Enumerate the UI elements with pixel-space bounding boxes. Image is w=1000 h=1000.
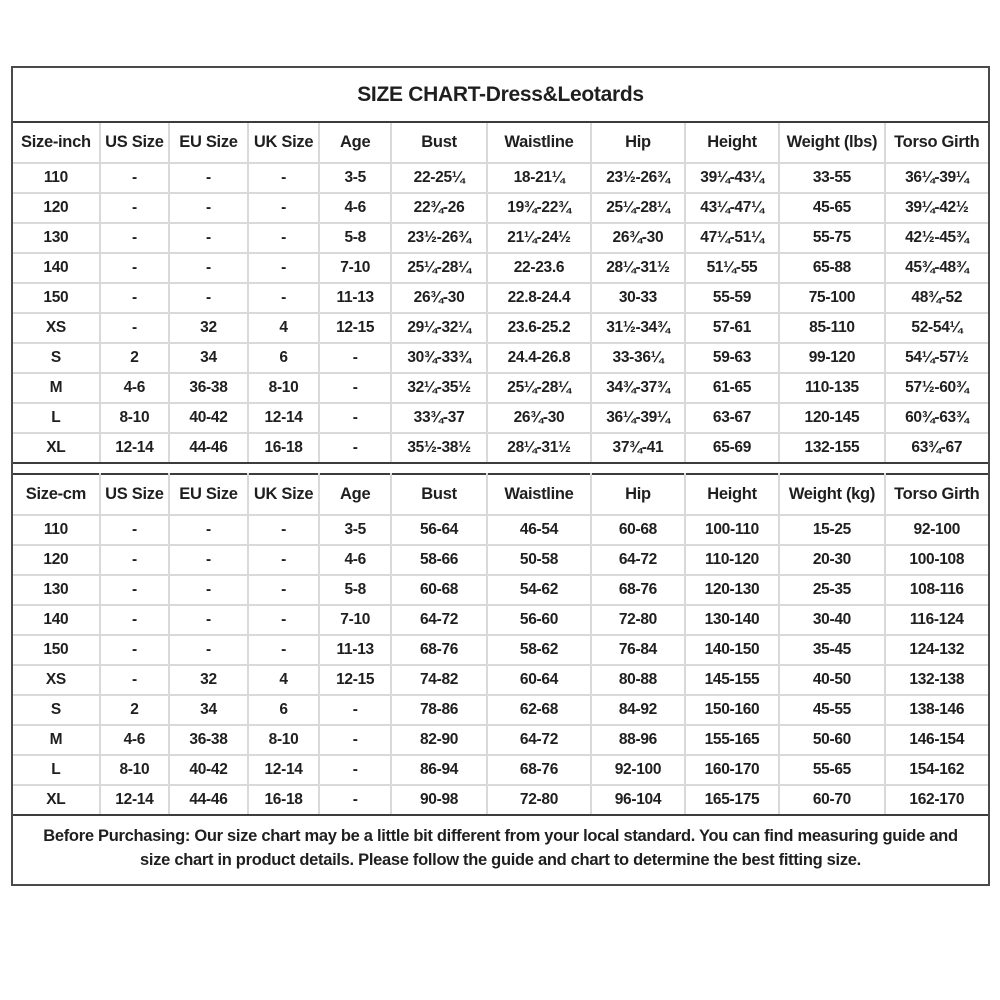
table-cell: S — [13, 343, 100, 373]
table-cell: 8-10 — [248, 373, 319, 403]
table-cell: 57½-60¾ — [885, 373, 988, 403]
table-cell: 8-10 — [248, 725, 319, 755]
table-cell: 68-76 — [487, 755, 591, 785]
table-cell: 58-66 — [391, 545, 487, 575]
column-header: EU Size — [169, 474, 248, 515]
column-header: Height — [685, 123, 780, 163]
table-cell: 12-15 — [319, 665, 391, 695]
table-cell: 146-154 — [885, 725, 988, 755]
table-cell: 7-10 — [319, 605, 391, 635]
table-row — [13, 545, 988, 575]
column-header: EU Size — [169, 123, 248, 163]
table-cell: 138-146 — [885, 695, 988, 725]
column-header: UK Size — [248, 123, 319, 163]
table-cell: 63¾-67 — [885, 433, 988, 463]
table-cell: 132-138 — [885, 665, 988, 695]
table-row — [13, 313, 988, 343]
table-cell: 22-25¼ — [391, 163, 487, 193]
column-header: Weight (lbs) — [779, 123, 884, 163]
table-row — [13, 605, 988, 635]
table-cell: 61-65 — [685, 373, 780, 403]
table-cell: 29¼-32¼ — [391, 313, 487, 343]
table-cell: 99-120 — [779, 343, 884, 373]
table-cell: 60-68 — [591, 515, 685, 545]
table-cell: - — [248, 605, 319, 635]
table-cell: - — [169, 635, 248, 665]
table-cell: - — [319, 785, 391, 815]
table-cell: 26¾-30 — [487, 403, 591, 433]
table-cell: 55-65 — [779, 755, 884, 785]
table-cell: 32 — [169, 313, 248, 343]
table-cell: 25¼-28¼ — [391, 253, 487, 283]
table-cell: 155-165 — [685, 725, 780, 755]
table-cell: 40-42 — [169, 403, 248, 433]
table-cell: - — [169, 163, 248, 193]
table-cell: - — [319, 403, 391, 433]
table-cell: 44-46 — [169, 785, 248, 815]
table-cell: 11-13 — [319, 283, 391, 313]
table-cell: 54-62 — [487, 575, 591, 605]
table-cell: 56-64 — [391, 515, 487, 545]
purchase-note: Before Purchasing: Our size chart may be a little bit different from your local standard. You can find measuring guide and size chart in product details. Please follow the guide and chart to determine the best fitting size. — [43, 827, 958, 869]
table-cell: - — [100, 515, 169, 545]
table-cell: 130-140 — [685, 605, 780, 635]
table-cell: L — [13, 755, 100, 785]
table-cell: M — [13, 725, 100, 755]
table-row — [13, 433, 988, 463]
table-cell: 65-88 — [779, 253, 884, 283]
table-cell: 30-33 — [591, 283, 685, 313]
table-cell: 36¼-39¼ — [591, 403, 685, 433]
table-row — [13, 665, 988, 695]
table-cell: 26¾-30 — [591, 223, 685, 253]
table-cell: 33-55 — [779, 163, 884, 193]
table-cell: - — [100, 283, 169, 313]
table-cell: 145-155 — [685, 665, 780, 695]
table-cell: 100-108 — [885, 545, 988, 575]
table-cell: 65-69 — [685, 433, 780, 463]
table-cell: - — [248, 253, 319, 283]
table-cell: 154-162 — [885, 755, 988, 785]
table-cell: 35½-38½ — [391, 433, 487, 463]
table-cell: 23½-26¾ — [391, 223, 487, 253]
table-cell: - — [169, 545, 248, 575]
table-cell: 28¼-31½ — [591, 253, 685, 283]
table-cell: 56-60 — [487, 605, 591, 635]
page-title: SIZE CHART-Dress&Leotards — [357, 82, 644, 106]
table-row — [13, 575, 988, 605]
table-cell: - — [100, 665, 169, 695]
table-cell: 64-72 — [391, 605, 487, 635]
table-cell: - — [248, 575, 319, 605]
table-cell: - — [169, 605, 248, 635]
table-cell: 19¾-22¾ — [487, 193, 591, 223]
table-cell: 130 — [13, 575, 100, 605]
table-cell: - — [100, 163, 169, 193]
chart-title-bar — [13, 68, 988, 123]
table-cell: 64-72 — [591, 545, 685, 575]
table-cell: 74-82 — [391, 665, 487, 695]
table-cell: 16-18 — [248, 785, 319, 815]
table-cell: 54¼-57½ — [885, 343, 988, 373]
table-row — [13, 373, 988, 403]
table-cell: 60-64 — [487, 665, 591, 695]
table-cell: 45¾-48¾ — [885, 253, 988, 283]
table-cell: 120 — [13, 193, 100, 223]
table-cell: 5-8 — [319, 223, 391, 253]
table-row — [13, 515, 988, 545]
table-cell: 30¾-33¾ — [391, 343, 487, 373]
table-cell: 26¾-30 — [391, 283, 487, 313]
header-row — [13, 474, 988, 515]
table-cell: 4-6 — [100, 725, 169, 755]
table-cell: 62-68 — [487, 695, 591, 725]
column-header: UK Size — [248, 474, 319, 515]
table-cell: 34 — [169, 343, 248, 373]
table-cell: 24.4-26.8 — [487, 343, 591, 373]
table-cell: - — [248, 545, 319, 575]
table-cell: 42½-45¾ — [885, 223, 988, 253]
table-cell: 6 — [248, 695, 319, 725]
table-cell: 3-5 — [319, 163, 391, 193]
table-cell: 88-96 — [591, 725, 685, 755]
table-cell: 37¾-41 — [591, 433, 685, 463]
column-header: US Size — [100, 123, 169, 163]
table-cell: 160-170 — [685, 755, 780, 785]
column-header: Waistline — [487, 123, 591, 163]
table-cell: 23.6-25.2 — [487, 313, 591, 343]
table-cell: 21¼-24½ — [487, 223, 591, 253]
table-cell: 130 — [13, 223, 100, 253]
table-cell: 140 — [13, 253, 100, 283]
table-cell: 28¼-31½ — [487, 433, 591, 463]
table-cell: 18-21¼ — [487, 163, 591, 193]
table-cell: 40-42 — [169, 755, 248, 785]
table-cell: 2 — [100, 695, 169, 725]
table-cell: 92-100 — [591, 755, 685, 785]
table-cell: - — [319, 695, 391, 725]
table-cell: 15-25 — [779, 515, 884, 545]
table-cell: - — [248, 515, 319, 545]
table-cell: - — [169, 253, 248, 283]
table-cell: 12-14 — [100, 433, 169, 463]
table-row — [13, 223, 988, 253]
table-cell: XL — [13, 433, 100, 463]
table-cell: L — [13, 403, 100, 433]
table-cell: 63-67 — [685, 403, 780, 433]
column-header: US Size — [100, 474, 169, 515]
table-cell: - — [248, 163, 319, 193]
column-header: Age — [319, 123, 391, 163]
size-chart-panel — [11, 66, 990, 886]
table-cell: - — [248, 283, 319, 313]
table-cell: 58-62 — [487, 635, 591, 665]
table-cell: 12-14 — [248, 403, 319, 433]
column-header: Size-cm — [13, 474, 100, 515]
table-cell: 11-13 — [319, 635, 391, 665]
table-cell: 39¼-42½ — [885, 193, 988, 223]
header-row — [13, 123, 988, 163]
table-cell: 68-76 — [391, 635, 487, 665]
table-cell: 80-88 — [591, 665, 685, 695]
table-row — [13, 283, 988, 313]
table-cell: 55-75 — [779, 223, 884, 253]
table-cell: 5-8 — [319, 575, 391, 605]
table-cell: - — [319, 725, 391, 755]
table-cell: 60-70 — [779, 785, 884, 815]
table-cell: 8-10 — [100, 403, 169, 433]
table-cell: 92-100 — [885, 515, 988, 545]
table-cell: 4-6 — [100, 373, 169, 403]
table-cell: 34¾-37¾ — [591, 373, 685, 403]
table-cell: 4-6 — [319, 545, 391, 575]
column-header: Weight (kg) — [779, 474, 884, 515]
table-cell: 4-6 — [319, 193, 391, 223]
table-cell: 108-116 — [885, 575, 988, 605]
table-cell: XL — [13, 785, 100, 815]
table-cell: - — [319, 755, 391, 785]
column-header: Torso Girth — [885, 123, 988, 163]
table-cell: 45-55 — [779, 695, 884, 725]
table-row — [13, 635, 988, 665]
table-cell: 51¼-55 — [685, 253, 780, 283]
table-cell: 50-60 — [779, 725, 884, 755]
table-row — [13, 725, 988, 755]
table-cell: 32¼-35½ — [391, 373, 487, 403]
column-header: Torso Girth — [885, 474, 988, 515]
table-cell: 2 — [100, 343, 169, 373]
table-cell: 50-58 — [487, 545, 591, 575]
table-cell: 45-65 — [779, 193, 884, 223]
table-cell: 25¼-28¼ — [591, 193, 685, 223]
table-cell: XS — [13, 313, 100, 343]
table-cell: 150 — [13, 635, 100, 665]
table-cell: 140 — [13, 605, 100, 635]
table-cell: 3-5 — [319, 515, 391, 545]
table-cell: 25¼-28¼ — [487, 373, 591, 403]
table-row — [13, 403, 988, 433]
table-cell: - — [100, 193, 169, 223]
table-cell: 46-54 — [487, 515, 591, 545]
table-cell: 82-90 — [391, 725, 487, 755]
table-cell: M — [13, 373, 100, 403]
table-row — [13, 253, 988, 283]
table-cell: 4 — [248, 313, 319, 343]
table-cell: - — [319, 373, 391, 403]
table-cell: 140-150 — [685, 635, 780, 665]
table-cell: 23½-26¾ — [591, 163, 685, 193]
table-cell: 110-120 — [685, 545, 780, 575]
table-separator — [13, 464, 988, 473]
column-header: Waistline — [487, 474, 591, 515]
table-cell: 36-38 — [169, 725, 248, 755]
table-row — [13, 193, 988, 223]
table-cell: XS — [13, 665, 100, 695]
table-cell: 34 — [169, 695, 248, 725]
table-cell: 52-54¼ — [885, 313, 988, 343]
table-cell: 25-35 — [779, 575, 884, 605]
table-cell: 68-76 — [591, 575, 685, 605]
table-cell: - — [100, 223, 169, 253]
table-cell: 110-135 — [779, 373, 884, 403]
table-cell: - — [100, 575, 169, 605]
size-table-cm — [13, 473, 988, 816]
table-cell: 150 — [13, 283, 100, 313]
table-row — [13, 785, 988, 815]
table-cell: 39¼-43¼ — [685, 163, 780, 193]
column-header: Height — [685, 474, 780, 515]
table-cell: 75-100 — [779, 283, 884, 313]
column-header: Bust — [391, 474, 487, 515]
column-header: Bust — [391, 123, 487, 163]
table-cell: 22.8-24.4 — [487, 283, 591, 313]
table-cell: - — [319, 343, 391, 373]
table-cell: 165-175 — [685, 785, 780, 815]
table-cell: 12-15 — [319, 313, 391, 343]
table-cell: - — [169, 515, 248, 545]
table-cell: 110 — [13, 515, 100, 545]
column-header: Size-inch — [13, 123, 100, 163]
table-cell: 116-124 — [885, 605, 988, 635]
table-cell: 44-46 — [169, 433, 248, 463]
table-cell: 120-130 — [685, 575, 780, 605]
table-cell: S — [13, 695, 100, 725]
table-cell: 90-98 — [391, 785, 487, 815]
table-cell: - — [100, 605, 169, 635]
table-cell: 32 — [169, 665, 248, 695]
table-cell: - — [100, 545, 169, 575]
table-cell: 120 — [13, 545, 100, 575]
table-cell: 100-110 — [685, 515, 780, 545]
column-header: Hip — [591, 123, 685, 163]
table-cell: 150-160 — [685, 695, 780, 725]
table-cell: - — [169, 575, 248, 605]
table-cell: 43¼-47¼ — [685, 193, 780, 223]
table-cell: - — [100, 253, 169, 283]
table-cell: 40-50 — [779, 665, 884, 695]
table-cell: 36-38 — [169, 373, 248, 403]
table-cell: 48¾-52 — [885, 283, 988, 313]
size-table-inch — [13, 123, 988, 464]
table-cell: 33¾-37 — [391, 403, 487, 433]
table-cell: 36¼-39¼ — [885, 163, 988, 193]
table-cell: 20-30 — [779, 545, 884, 575]
table-cell: 47¼-51¼ — [685, 223, 780, 253]
table-row — [13, 695, 988, 725]
table-row — [13, 163, 988, 193]
table-cell: 8-10 — [100, 755, 169, 785]
table-cell: - — [248, 193, 319, 223]
table-cell: - — [248, 223, 319, 253]
table-cell: 132-155 — [779, 433, 884, 463]
table-cell: 55-59 — [685, 283, 780, 313]
table-cell: - — [169, 283, 248, 313]
table-cell: 85-110 — [779, 313, 884, 343]
table-cell: 57-61 — [685, 313, 780, 343]
table-cell: 64-72 — [487, 725, 591, 755]
table-cell: 86-94 — [391, 755, 487, 785]
table-cell: 16-18 — [248, 433, 319, 463]
table-cell: - — [100, 635, 169, 665]
table-cell: - — [169, 193, 248, 223]
table-cell: 72-80 — [487, 785, 591, 815]
table-cell: 4 — [248, 665, 319, 695]
table-cell: - — [319, 433, 391, 463]
table-cell: - — [248, 635, 319, 665]
table-row — [13, 755, 988, 785]
table-cell: 30-40 — [779, 605, 884, 635]
table-cell: 22¾-26 — [391, 193, 487, 223]
table-cell: 33-36¼ — [591, 343, 685, 373]
table-cell: 60¾-63¾ — [885, 403, 988, 433]
table-cell: 84-92 — [591, 695, 685, 725]
table-cell: 124-132 — [885, 635, 988, 665]
column-header: Age — [319, 474, 391, 515]
column-header: Hip — [591, 474, 685, 515]
table-cell: 6 — [248, 343, 319, 373]
table-cell: 96-104 — [591, 785, 685, 815]
table-cell: 31½-34¾ — [591, 313, 685, 343]
table-cell: 120-145 — [779, 403, 884, 433]
table-cell: 7-10 — [319, 253, 391, 283]
table-cell: - — [169, 223, 248, 253]
table-cell: 60-68 — [391, 575, 487, 605]
table-cell: 76-84 — [591, 635, 685, 665]
table-row — [13, 343, 988, 373]
table-cell: 162-170 — [885, 785, 988, 815]
table-cell: 22-23.6 — [487, 253, 591, 283]
table-cell: 35-45 — [779, 635, 884, 665]
table-cell: 78-86 — [391, 695, 487, 725]
table-cell: 59-63 — [685, 343, 780, 373]
table-cell: 72-80 — [591, 605, 685, 635]
table-cell: 12-14 — [100, 785, 169, 815]
table-cell: 110 — [13, 163, 100, 193]
table-cell: - — [100, 313, 169, 343]
table-cell: 12-14 — [248, 755, 319, 785]
